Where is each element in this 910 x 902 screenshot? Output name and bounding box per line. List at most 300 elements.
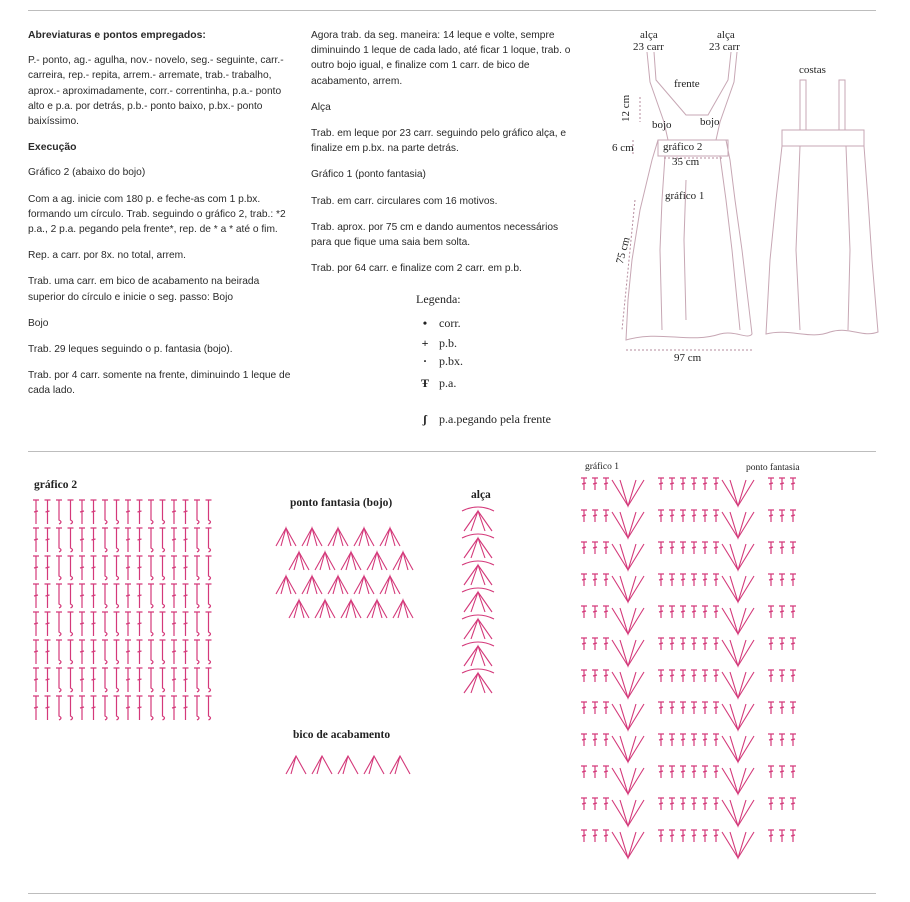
stitch-symbol [702, 670, 708, 682]
stitch-symbol [148, 668, 154, 692]
stitch-symbol [125, 584, 131, 608]
stitch-symbol [102, 640, 108, 664]
stitch-symbol [183, 640, 189, 664]
fan-motif [328, 576, 348, 594]
stitch-symbol [713, 702, 719, 714]
stitch-symbol [91, 640, 97, 664]
fan-motif [612, 608, 644, 634]
stitch-symbol [592, 542, 598, 554]
stitch-symbol [680, 766, 686, 778]
stitch-symbol [102, 612, 108, 636]
stitch-symbol [790, 798, 796, 810]
stitch-symbol [581, 670, 587, 682]
stitch-symbol [680, 542, 686, 554]
fan-motif [276, 576, 296, 594]
stitch-symbol [79, 640, 85, 664]
stitch-symbol [790, 478, 796, 490]
stitch-symbol [102, 556, 108, 580]
stitch-symbol [779, 798, 785, 810]
stitch-symbol [33, 640, 39, 664]
stitch-symbol [68, 612, 74, 636]
stitch-symbol [183, 500, 189, 524]
stitch-symbol [713, 574, 719, 586]
stitch-symbol [114, 556, 120, 580]
stitch-symbol [768, 638, 774, 650]
stitch-symbol [581, 734, 587, 746]
fan-motif [367, 600, 387, 618]
stitch-symbol [779, 830, 785, 842]
fan-motif [302, 528, 322, 546]
stitch-symbol [56, 696, 62, 720]
stitch-symbol [691, 766, 697, 778]
stitch-symbol [790, 542, 796, 554]
label-12cm: 12 cm [620, 94, 632, 122]
stitch-symbol [691, 734, 697, 746]
stitch-symbol [691, 638, 697, 650]
fan-motif [380, 528, 400, 546]
stitch-symbol [206, 696, 212, 720]
stitch-symbol [658, 798, 664, 810]
stitch-symbol [669, 510, 675, 522]
stitch-symbol [592, 830, 598, 842]
stitch-symbol [669, 574, 675, 586]
stitch-symbol [91, 500, 97, 524]
abbreviations-heading: Abreviaturas e pontos empregados: [28, 30, 206, 41]
stitch-symbol [790, 638, 796, 650]
stitch-symbol [171, 612, 177, 636]
stitch-symbol [779, 670, 785, 682]
label-grafico2: gráfico 2 [663, 141, 703, 153]
middle-rule [28, 451, 876, 452]
stitch-symbol [603, 734, 609, 746]
stitch-symbol [592, 606, 598, 618]
stitch-symbol [125, 668, 131, 692]
stitch-symbol [125, 556, 131, 580]
legend-label: p.b. [439, 336, 457, 350]
paragraph: Rep. a carr. por 8x. no total, arrem. [28, 250, 186, 262]
label-75cm: 75 cm [614, 235, 633, 266]
stitch-symbol [160, 500, 166, 524]
stitch-symbol [779, 702, 785, 714]
double-crochet-icon: Ŧ [420, 376, 429, 390]
execucao-heading: Execução [28, 142, 77, 154]
stitch-symbol [581, 478, 587, 490]
paragraph: Gráfico 1 (ponto fantasia) [311, 169, 426, 181]
stitch-symbol [125, 640, 131, 664]
fan-motif [722, 608, 754, 634]
stitch-symbol [114, 640, 120, 664]
stitch-symbol [45, 556, 51, 580]
stitch-symbol [581, 574, 587, 586]
stitch-symbol [713, 798, 719, 810]
stitch-symbol [137, 668, 143, 692]
bottom-rule [28, 893, 876, 894]
stitch-symbol [713, 606, 719, 618]
stitch-symbol [603, 702, 609, 714]
stitch-symbol [206, 640, 212, 664]
stitch-symbol [45, 584, 51, 608]
stitch-symbol [68, 584, 74, 608]
fan-motif [354, 528, 374, 546]
stitch-symbol [669, 478, 675, 490]
paragraph: Bojo [28, 317, 49, 329]
paragraph: Alça [311, 101, 331, 113]
stitch-symbol [79, 584, 85, 608]
stitch-symbol [768, 702, 774, 714]
fan-motif [722, 544, 754, 570]
stitch-symbol [669, 798, 675, 810]
stitch-symbol [691, 478, 697, 490]
stitch-symbol [137, 528, 143, 552]
fan-motif [462, 615, 494, 639]
picot-motif [364, 756, 384, 774]
fan-motif [393, 600, 413, 618]
stitch-symbol [581, 606, 587, 618]
fan-motif [612, 544, 644, 570]
alca-title: alça [471, 489, 491, 501]
fan-motif [612, 480, 644, 506]
fan-motif [302, 576, 322, 594]
fan-motif [462, 534, 494, 558]
legend-label: p.bx. [439, 354, 463, 368]
stitch-symbol [68, 668, 74, 692]
stitch-symbol [691, 830, 697, 842]
stitch-symbol [603, 542, 609, 554]
slip-stitch-icon: · [422, 354, 427, 368]
stitch-symbol [592, 510, 598, 522]
stitch-symbol [680, 798, 686, 810]
stitch-symbol [171, 696, 177, 720]
stitch-symbol [691, 542, 697, 554]
stitch-symbol [713, 510, 719, 522]
stitch-symbol [102, 584, 108, 608]
label-97cm: 97 cm [674, 352, 702, 364]
label-alca-left: alça [640, 29, 658, 41]
stitch-symbol [603, 798, 609, 810]
stitch-symbol [33, 500, 39, 524]
stitch-symbol [592, 638, 598, 650]
stitch-symbol [148, 640, 154, 664]
fan-motif [722, 832, 754, 858]
stitch-symbol [658, 830, 664, 842]
stitch-symbol [691, 574, 697, 586]
fan-motif [367, 552, 387, 570]
stitch-symbol [658, 542, 664, 554]
stitch-symbol [713, 638, 719, 650]
stitch-symbol [206, 500, 212, 524]
legend-label: corr. [439, 316, 461, 330]
stitch-symbol [713, 734, 719, 746]
stitch-symbol [194, 640, 200, 664]
stitch-symbol [779, 510, 785, 522]
stitch-symbol [603, 670, 609, 682]
stitch-symbol [148, 556, 154, 580]
stitch-symbol [669, 638, 675, 650]
stitch-symbol [581, 798, 587, 810]
label-bojo-left: bojo [652, 119, 672, 131]
stitch-symbol [102, 668, 108, 692]
stitch-symbol [160, 528, 166, 552]
stitch-symbol [148, 612, 154, 636]
stitch-symbol [68, 696, 74, 720]
stitch-symbol [680, 734, 686, 746]
stitch-symbol [669, 542, 675, 554]
stitch-symbol [183, 612, 189, 636]
abbreviations-text: P.- ponto, ag.- agulha, nov.- novelo, seg.- seguinte, carr.- carreira, rep.- repita, arrem.- arremate, trab.- trabalho, aprox.- aproximadamente, corr.- correntinha, p.a.- ponto alto e p.a. por detrás, p.b.- ponto baixo, p.bx.- ponto baixíssimo. [28, 55, 284, 128]
legend-title: Legenda: [416, 292, 461, 306]
stitch-symbol [206, 528, 212, 552]
stitch-symbol [768, 542, 774, 554]
stitch-symbol [680, 830, 686, 842]
stitch-symbol [102, 500, 108, 524]
stitch-symbol [713, 830, 719, 842]
grafico1-subtitle: ponto fantasia [746, 463, 800, 473]
stitch-symbol [691, 606, 697, 618]
stitch-symbol [68, 556, 74, 580]
grafico2-title: gráfico 2 [34, 479, 78, 491]
stitch-symbol [45, 640, 51, 664]
stitch-symbol [680, 638, 686, 650]
paragraph: Trab. por 4 carr. somente na frente, diminuindo 1 leque de cada lado. [28, 370, 291, 397]
legend-item-pa-frente [414, 412, 551, 427]
stitch-symbol [702, 542, 708, 554]
stitch-symbol [194, 528, 200, 552]
fan-motif [341, 552, 361, 570]
ponto-fantasia-title: ponto fantasia (bojo) [290, 497, 393, 509]
stitch-symbol [125, 696, 131, 720]
stitch-symbol [183, 556, 189, 580]
stitch-symbol [592, 478, 598, 490]
stitch-symbol [680, 670, 686, 682]
stitch-symbol [114, 584, 120, 608]
stitch-symbol [91, 584, 97, 608]
stitch-symbol [581, 542, 587, 554]
stitch-symbol [658, 478, 664, 490]
fan-motif [462, 507, 494, 531]
stitch-symbol [592, 798, 598, 810]
stitch-symbol [680, 606, 686, 618]
stitch-symbol [790, 830, 796, 842]
fan-motif [612, 512, 644, 538]
paragraph: Com a ag. inicie com 180 p. e feche-as com 1 p.bx. formando um círculo. Trab. seguindo o gráfico 2, trab.: *2 p.a., 2 p.a. pegando pela frente*, rep. de * a * até o fim. [28, 193, 286, 236]
stitch-symbol [171, 500, 177, 524]
stitch-symbol [125, 528, 131, 552]
stitch-symbol [768, 798, 774, 810]
stitch-symbol [33, 584, 39, 608]
stitch-symbol [592, 574, 598, 586]
fan-motif [722, 800, 754, 826]
grafico1-stitch-chart [578, 474, 808, 874]
stitch-symbol [160, 696, 166, 720]
stitch-symbol [790, 510, 796, 522]
stitch-symbol [658, 702, 664, 714]
fan-motif [462, 642, 494, 666]
chain-symbol-icon: • [422, 316, 428, 330]
legend-label: p.a. [439, 376, 457, 390]
alca-stitch-chart [458, 505, 508, 705]
fan-motif [612, 672, 644, 698]
fan-motif [612, 832, 644, 858]
fan-motif [328, 528, 348, 546]
stitch-symbol [713, 542, 719, 554]
stitch-symbol [79, 528, 85, 552]
stitch-symbol [79, 500, 85, 524]
stitch-symbol [603, 478, 609, 490]
paragraph: Trab. por 64 carr. e finalize com 2 carr. em p.b. [311, 263, 522, 275]
label-alca-right-carr: 23 carr [709, 41, 740, 53]
stitch-symbol [779, 542, 785, 554]
fan-motif [722, 576, 754, 602]
stitch-symbol [114, 500, 120, 524]
stitch-symbol [56, 584, 62, 608]
stitch-symbol [658, 606, 664, 618]
stitch-symbol [33, 528, 39, 552]
stitch-symbol [79, 696, 85, 720]
stitch-symbol [194, 584, 200, 608]
stitch-symbol [669, 766, 675, 778]
stitch-symbol [137, 584, 143, 608]
label-alca-left-carr: 23 carr [633, 41, 664, 53]
middle-text-column [311, 28, 577, 287]
stitch-symbol [206, 668, 212, 692]
stitch-symbol [171, 584, 177, 608]
label-bojo-right: bojo [700, 116, 720, 128]
stitch-symbol [790, 734, 796, 746]
stitch-symbol [33, 668, 39, 692]
stitch-symbol [148, 584, 154, 608]
grafico1-title: gráfico 1 [585, 462, 620, 472]
stitch-symbol [160, 556, 166, 580]
stitch-symbol [702, 638, 708, 650]
stitch-symbol [581, 830, 587, 842]
stitch-symbol [68, 500, 74, 524]
stitch-symbol [702, 798, 708, 810]
bico-title: bico de acabamento [293, 729, 391, 741]
stitch-symbol [592, 766, 598, 778]
stitch-symbol [790, 766, 796, 778]
stitch-symbol [79, 668, 85, 692]
stitch-symbol [194, 500, 200, 524]
stitch-symbol [160, 584, 166, 608]
stitch-symbol [691, 702, 697, 714]
stitch-symbol [137, 640, 143, 664]
stitch-symbol [658, 670, 664, 682]
fan-motif [612, 640, 644, 666]
stitch-symbol [768, 510, 774, 522]
top-rule [28, 10, 876, 11]
paragraph: Trab. aprox. por 75 cm e dando aumentos necessários para que fique uma saia bem solta. [311, 221, 559, 249]
stitch-symbol [206, 556, 212, 580]
stitch-symbol [33, 556, 39, 580]
fan-motif [612, 800, 644, 826]
stitch-symbol [183, 696, 189, 720]
legend-item-pb [414, 336, 457, 351]
stitch-symbol [160, 612, 166, 636]
fan-motif [462, 669, 494, 693]
stitch-symbol [194, 612, 200, 636]
legend-label: p.a.pegando pela frente [439, 412, 551, 426]
paragraph: Trab. uma carr. em bico de acabamento na beirada superior do círculo e inicie o seg. passo: Bojo [28, 276, 260, 303]
stitch-symbol [603, 574, 609, 586]
stitch-symbol [768, 670, 774, 682]
stitch-symbol [56, 528, 62, 552]
stitch-symbol [68, 640, 74, 664]
legend-item-corr [414, 316, 461, 331]
stitch-symbol [45, 612, 51, 636]
fan-motif [380, 576, 400, 594]
stitch-symbol [680, 478, 686, 490]
stitch-symbol [702, 830, 708, 842]
stitch-symbol [148, 528, 154, 552]
stitch-symbol [768, 478, 774, 490]
stitch-symbol [45, 668, 51, 692]
left-text-column [28, 28, 296, 410]
stitch-symbol [680, 510, 686, 522]
fan-motif [462, 561, 494, 585]
fan-motif [462, 588, 494, 612]
stitch-symbol [183, 528, 189, 552]
stitch-symbol [658, 638, 664, 650]
stitch-symbol [702, 766, 708, 778]
stitch-symbol [56, 612, 62, 636]
stitch-symbol [702, 606, 708, 618]
stitch-symbol [33, 696, 39, 720]
stitch-symbol [768, 606, 774, 618]
stitch-symbol [68, 528, 74, 552]
stitch-symbol [45, 500, 51, 524]
fan-motif [722, 512, 754, 538]
stitch-symbol [45, 528, 51, 552]
stitch-symbol [669, 830, 675, 842]
stitch-symbol [779, 574, 785, 586]
fan-motif [722, 672, 754, 698]
fan-motif [276, 528, 296, 546]
stitch-symbol [148, 500, 154, 524]
stitch-symbol [125, 500, 131, 524]
fan-motif [612, 768, 644, 794]
fan-motif [722, 768, 754, 794]
stitch-symbol [592, 670, 598, 682]
fan-motif [612, 576, 644, 602]
stitch-symbol [581, 766, 587, 778]
paragraph: Gráfico 2 (abaixo do bojo) [28, 167, 146, 179]
label-6cm: 6 cm [612, 142, 634, 154]
fan-motif [722, 640, 754, 666]
fan-motif [341, 600, 361, 618]
stitch-symbol [603, 830, 609, 842]
stitch-symbol [790, 670, 796, 682]
stitch-symbol [160, 640, 166, 664]
front-post-double-crochet-icon: ʃ [423, 412, 427, 426]
stitch-symbol [658, 734, 664, 746]
stitch-symbol [669, 606, 675, 618]
stitch-symbol [206, 584, 212, 608]
paragraph: Trab. 29 leques seguindo o p. fantasia (bojo). [28, 344, 233, 356]
fan-motif [722, 704, 754, 730]
stitch-symbol [680, 574, 686, 586]
stitch-symbol [171, 528, 177, 552]
fan-motif [315, 552, 335, 570]
stitch-symbol [603, 766, 609, 778]
label-alca-right: alça [717, 29, 735, 41]
stitch-symbol [114, 696, 120, 720]
stitch-symbol [148, 696, 154, 720]
paragraph: Agora trab. da seg. maneira: 14 leque e volte, sempre diminuindo 1 leque de cada lado, até ficar 1 loque, trab. o outro bojo igual, e finalize com 1 carr. de bico de acabamento, arrem. [311, 30, 571, 87]
stitch-symbol [669, 734, 675, 746]
stitch-symbol [33, 612, 39, 636]
stitch-symbol [171, 668, 177, 692]
stitch-symbol [658, 574, 664, 586]
